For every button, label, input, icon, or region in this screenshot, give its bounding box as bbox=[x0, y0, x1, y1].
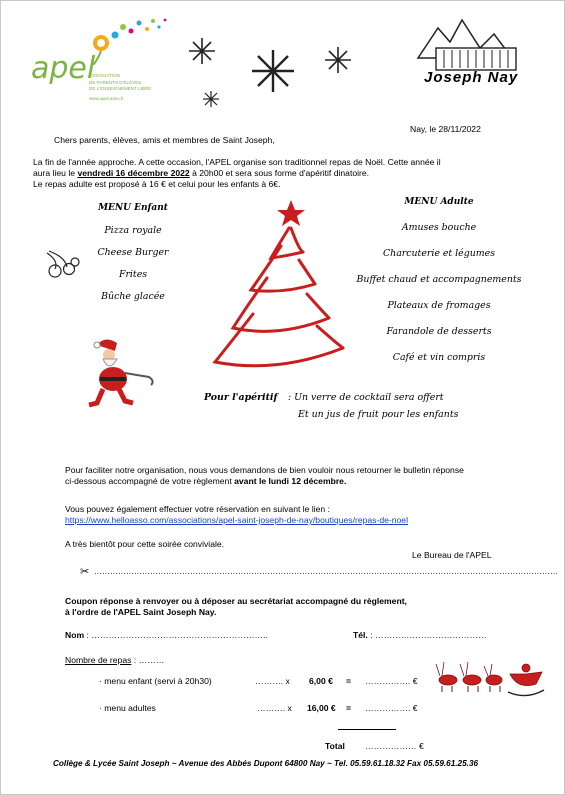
quantity-field[interactable]: ………. x bbox=[257, 703, 292, 713]
meals-count: Nombre de repas : ……… bbox=[65, 655, 165, 665]
menu-adult-item: Farandole de desserts bbox=[386, 326, 492, 337]
footer: Collège & Lycée Saint Joseph ~ Avenue des Abbés Dupont 64800 Nay ~ Tel. 05.59.61.18.32 Fax 05.59.61.25.36 bbox=[53, 759, 479, 768]
menu-child-item: Bûche glacée bbox=[101, 291, 165, 302]
quantity-field[interactable]: ………. x bbox=[255, 676, 290, 686]
organisation-paragraph: Pour faciliter notre organisation, nous vous demandons de bien vouloir nous retourner le bulletin réponse ci-dessous accompagné de votre règlement avant le lundi 12 décembre. bbox=[65, 465, 464, 486]
apel-logo-caption: ASSOCIATION DE PARENTS D'ÉLÈVES DE L'ENSEIGNEMENT LIBRE www.apel.asso.fr bbox=[89, 73, 152, 101]
apel-logo bbox=[31, 17, 171, 125]
signature: Le Bureau de l'APEL bbox=[412, 550, 492, 560]
menu-adult-title: MENU Adulte bbox=[404, 197, 474, 207]
menu-child-title: MENU Enfant bbox=[98, 203, 168, 213]
total-row: Total ……………… € bbox=[325, 741, 424, 751]
menu-child bbox=[83, 203, 183, 302]
snowflake-icon bbox=[202, 90, 220, 108]
menu-adult-item: Café et vin compris bbox=[392, 352, 486, 363]
total-rule bbox=[338, 729, 396, 730]
reindeer-sleigh-icon bbox=[434, 654, 546, 702]
menu-adult-item: Amuses bouche bbox=[401, 222, 477, 233]
child-menu-row: · menu enfant (servi à 20h30) ………. x 6,00 € = ……………. € bbox=[99, 676, 418, 686]
online-booking-text: Vous pouvez également effectuer votre réservation en suivant le lien : bbox=[65, 504, 330, 514]
scissors-icon: ✂ bbox=[80, 566, 90, 578]
deadline: avant le lundi 12 décembre. bbox=[234, 476, 347, 486]
coupon-title: Coupon réponse à renvoyer ou à déposer au secrétariat accompagné du règlement, à l'ordre de l'APEL Saint Joseph Nay. bbox=[65, 596, 407, 617]
menu-child-item: Pizza royale bbox=[104, 225, 162, 236]
santa-icon bbox=[75, 337, 159, 411]
menu-adult-item: Buffet chaud et accompagnements bbox=[356, 274, 522, 285]
apel-wordmark: apel bbox=[31, 51, 96, 86]
menu-adult bbox=[353, 197, 525, 363]
menu-child-item: Frites bbox=[118, 269, 148, 280]
intro-paragraph: La fin de l'année approche. A cette occasion, l'APEL organise son traditionnel repas de Noël. Cette année il aura lieu le vendredi 16 décembre 2022 à 20h00 et sera sous forme d'apéritif dinatoire. Le repas adulte est proposé à 16 € et celui pour les enfants à 6€. bbox=[33, 157, 441, 189]
name-field[interactable]: Nom : …………………………………………………….. bbox=[65, 630, 268, 640]
subtotal-field[interactable]: ……………. € bbox=[365, 703, 418, 713]
helloasso-link[interactable]: https://www.helloasso.com/associations/apel-saint-joseph-de-nay/boutiques/repas-de-noel bbox=[65, 515, 408, 525]
aperitif-label: Pour l'apéritif bbox=[204, 392, 278, 403]
event-date: vendredi 16 décembre 2022 bbox=[77, 168, 190, 178]
dandelion-icon bbox=[89, 17, 173, 65]
closing-line: A très bientôt pour cette soirée conviviale. bbox=[65, 539, 225, 549]
christmas-tree-icon bbox=[207, 198, 347, 372]
menu-adult-item: Plateaux de fromages bbox=[387, 300, 491, 311]
adult-menu-row: · menu adultes ………. x 16,00 € = ……………. € bbox=[99, 703, 418, 713]
school-logo-text: Joseph Nay bbox=[424, 69, 519, 86]
snowflake-icon bbox=[323, 45, 353, 75]
letter-date: Nay, le 28/11/2022 bbox=[410, 124, 481, 134]
menu-child-item: Cheese Burger bbox=[97, 247, 169, 258]
total-field[interactable]: ……………… € bbox=[365, 741, 424, 751]
menu-adult-item: Charcuterie et légumes bbox=[382, 248, 496, 259]
school-logo bbox=[416, 18, 528, 98]
subtotal-field[interactable]: ……………. € bbox=[365, 676, 418, 686]
cut-line: ………………………………………………………………………………………………………………………………………………………… bbox=[94, 567, 558, 576]
ornaments-icon bbox=[45, 249, 85, 279]
phone-field[interactable]: Tél. : ………………………………… bbox=[353, 630, 487, 640]
letter-greeting: Chers parents, élèves, amis et membres de Saint Joseph, bbox=[54, 135, 275, 145]
snowflake-icon bbox=[187, 36, 217, 66]
aperitif-line: Et un jus de fruit pour les enfants bbox=[298, 409, 459, 420]
snowflake-icon bbox=[249, 47, 297, 95]
aperitif-line: : Un verre de cocktail sera offert bbox=[288, 392, 444, 403]
